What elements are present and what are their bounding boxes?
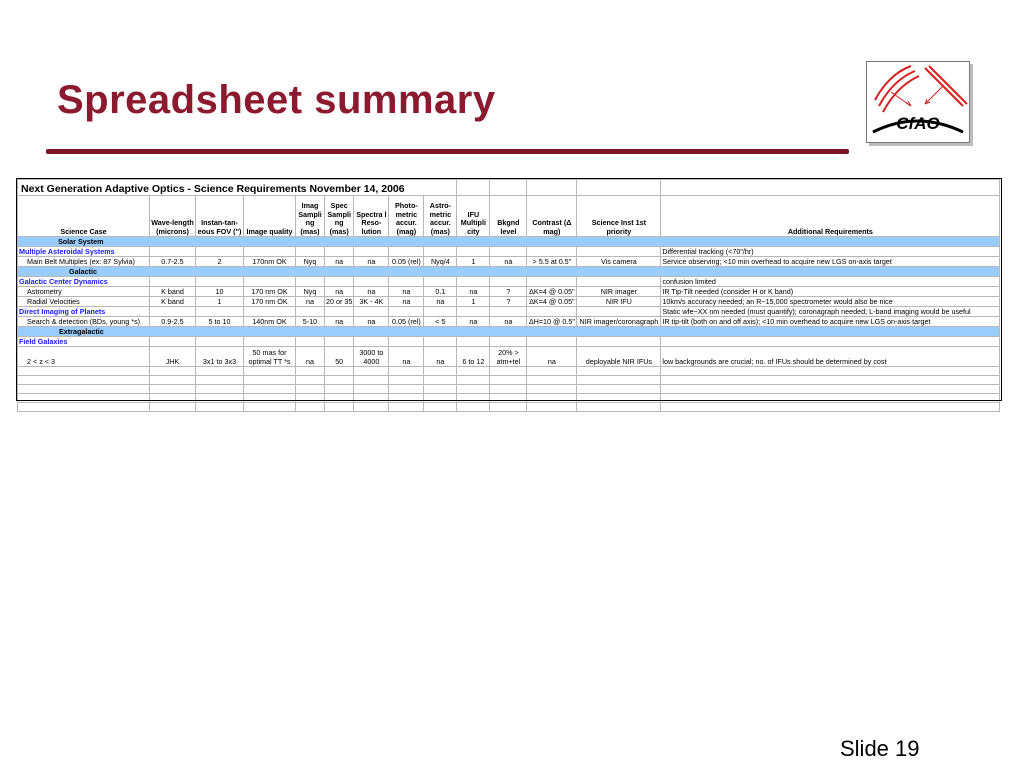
table-header-row — [18, 196, 1000, 237]
header-ifu: IFU Multipli city — [457, 196, 490, 237]
title-underline — [46, 149, 849, 154]
section-note: confusion limited — [661, 277, 1000, 287]
header-wavelength: Wave-length (microns) — [150, 196, 196, 237]
empty-row — [18, 394, 1000, 403]
empty-row — [18, 403, 1000, 412]
band-label: Solar System — [18, 237, 1000, 247]
band-label: Galactic — [18, 267, 1000, 277]
table-title: Next Generation Adaptive Optics - Science Requirements November 14, 2006 — [18, 180, 457, 196]
cfao-logo-icon — [867, 62, 969, 142]
header-science-case: Science Case — [18, 196, 150, 237]
header-science-inst: Science Inst 1st priority — [577, 196, 661, 237]
header-additional: Additional Requirements — [661, 196, 1000, 237]
table-row: Main Belt Multiples (ex: 87 Sylvia) 0.7-2.5 2 170nm OK Nyq na na 0.05 (rel) Nyq/4 1 na > 5.5 at 0.5" Vis camera Service observing; <10 min overhead to acquire new LGS on-axis target — [18, 257, 1000, 267]
section-name: Multiple Asteroidal Systems — [18, 247, 150, 257]
section-asteroids — [18, 247, 1000, 257]
slide-title: Spreadsheet summary — [57, 78, 496, 122]
section-name: Galactic Center Dynamics — [18, 277, 150, 287]
header-spectral-resolution: Spectra l Reso-lution — [354, 196, 389, 237]
table-row: Radial Velocities K band 1 170 nm OK na 20 or 35 3K - 4K na na 1 ? ΔK=4 @ 0.05" NIR IFU 10km/s accuracy needed; an R~15,000 spectrometer would also be nice — [18, 297, 1000, 307]
empty-row — [18, 367, 1000, 376]
header-photometric: Photo-metric accur. (mag) — [389, 196, 424, 237]
band-extragalactic — [18, 327, 1000, 337]
section-field-galaxies — [18, 337, 1000, 347]
header-image-quality: Image quality — [244, 196, 296, 237]
header-contrast: Contrast (Δ mag) — [527, 196, 577, 237]
table-row: Astrometry K band 10 170 nm OK Nyq na na na 0.1 na ? ΔK=4 @ 0.05" NIR imager IR Tip-Tilt needed (consider H or K band) — [18, 287, 1000, 297]
section-name: Direct Imaging of Planets — [18, 307, 150, 317]
section-name: Field Galaxies — [18, 337, 150, 347]
header-fov: Instan-tan-eous FOV (") — [196, 196, 244, 237]
table-row: Search & detection (BDs, young *s) 0.9-2.5 5 to 10 140nm OK 5-10 na na 0.05 (rel) < 5 na na ΔH=10 @ 0.5" NIR imager/coronagraph IR tip-tilt (both on and off axis); <10 min overhead to acquire new LGS on-axis target — [18, 317, 1000, 327]
section-galactic-center — [18, 277, 1000, 287]
cfao-logo-text: CfAO — [896, 114, 940, 133]
header-imag-sampling: Imag Sampli ng (mas) — [296, 196, 325, 237]
section-note: Differential tracking (<70"/hr) — [661, 247, 1000, 257]
band-galactic — [18, 267, 1000, 277]
header-spec-sampling: Spec Sampli ng (mas) — [325, 196, 354, 237]
section-note — [661, 337, 1000, 347]
table-title-row — [18, 180, 1000, 196]
section-planets — [18, 307, 1000, 317]
empty-row — [18, 385, 1000, 394]
section-note: Static wfe~XX nm needed (must quantify); coronagraph needed; L-band imaging would be useful — [661, 307, 1000, 317]
empty-row — [18, 376, 1000, 385]
cfao-logo — [866, 61, 970, 143]
band-solar-system — [18, 237, 1000, 247]
band-label: Extragalactic — [18, 327, 1000, 337]
table-row: 2 < z < 3 JHK 3x1 to 3x3 50 mas for optimal TT *s na 50 3000 to 4000 na na 6 to 12 20% > atm+tel na deployable NIR IFUs low backgrounds are crucial; no. of IFUs should be determined by cost — [18, 347, 1000, 367]
slide-number: Slide 19 — [840, 736, 920, 761]
header-astrometric: Astro-metric accur. (mas) — [424, 196, 457, 237]
science-requirements-table — [17, 179, 1000, 412]
header-bkgnd: Bkgnd level — [490, 196, 527, 237]
